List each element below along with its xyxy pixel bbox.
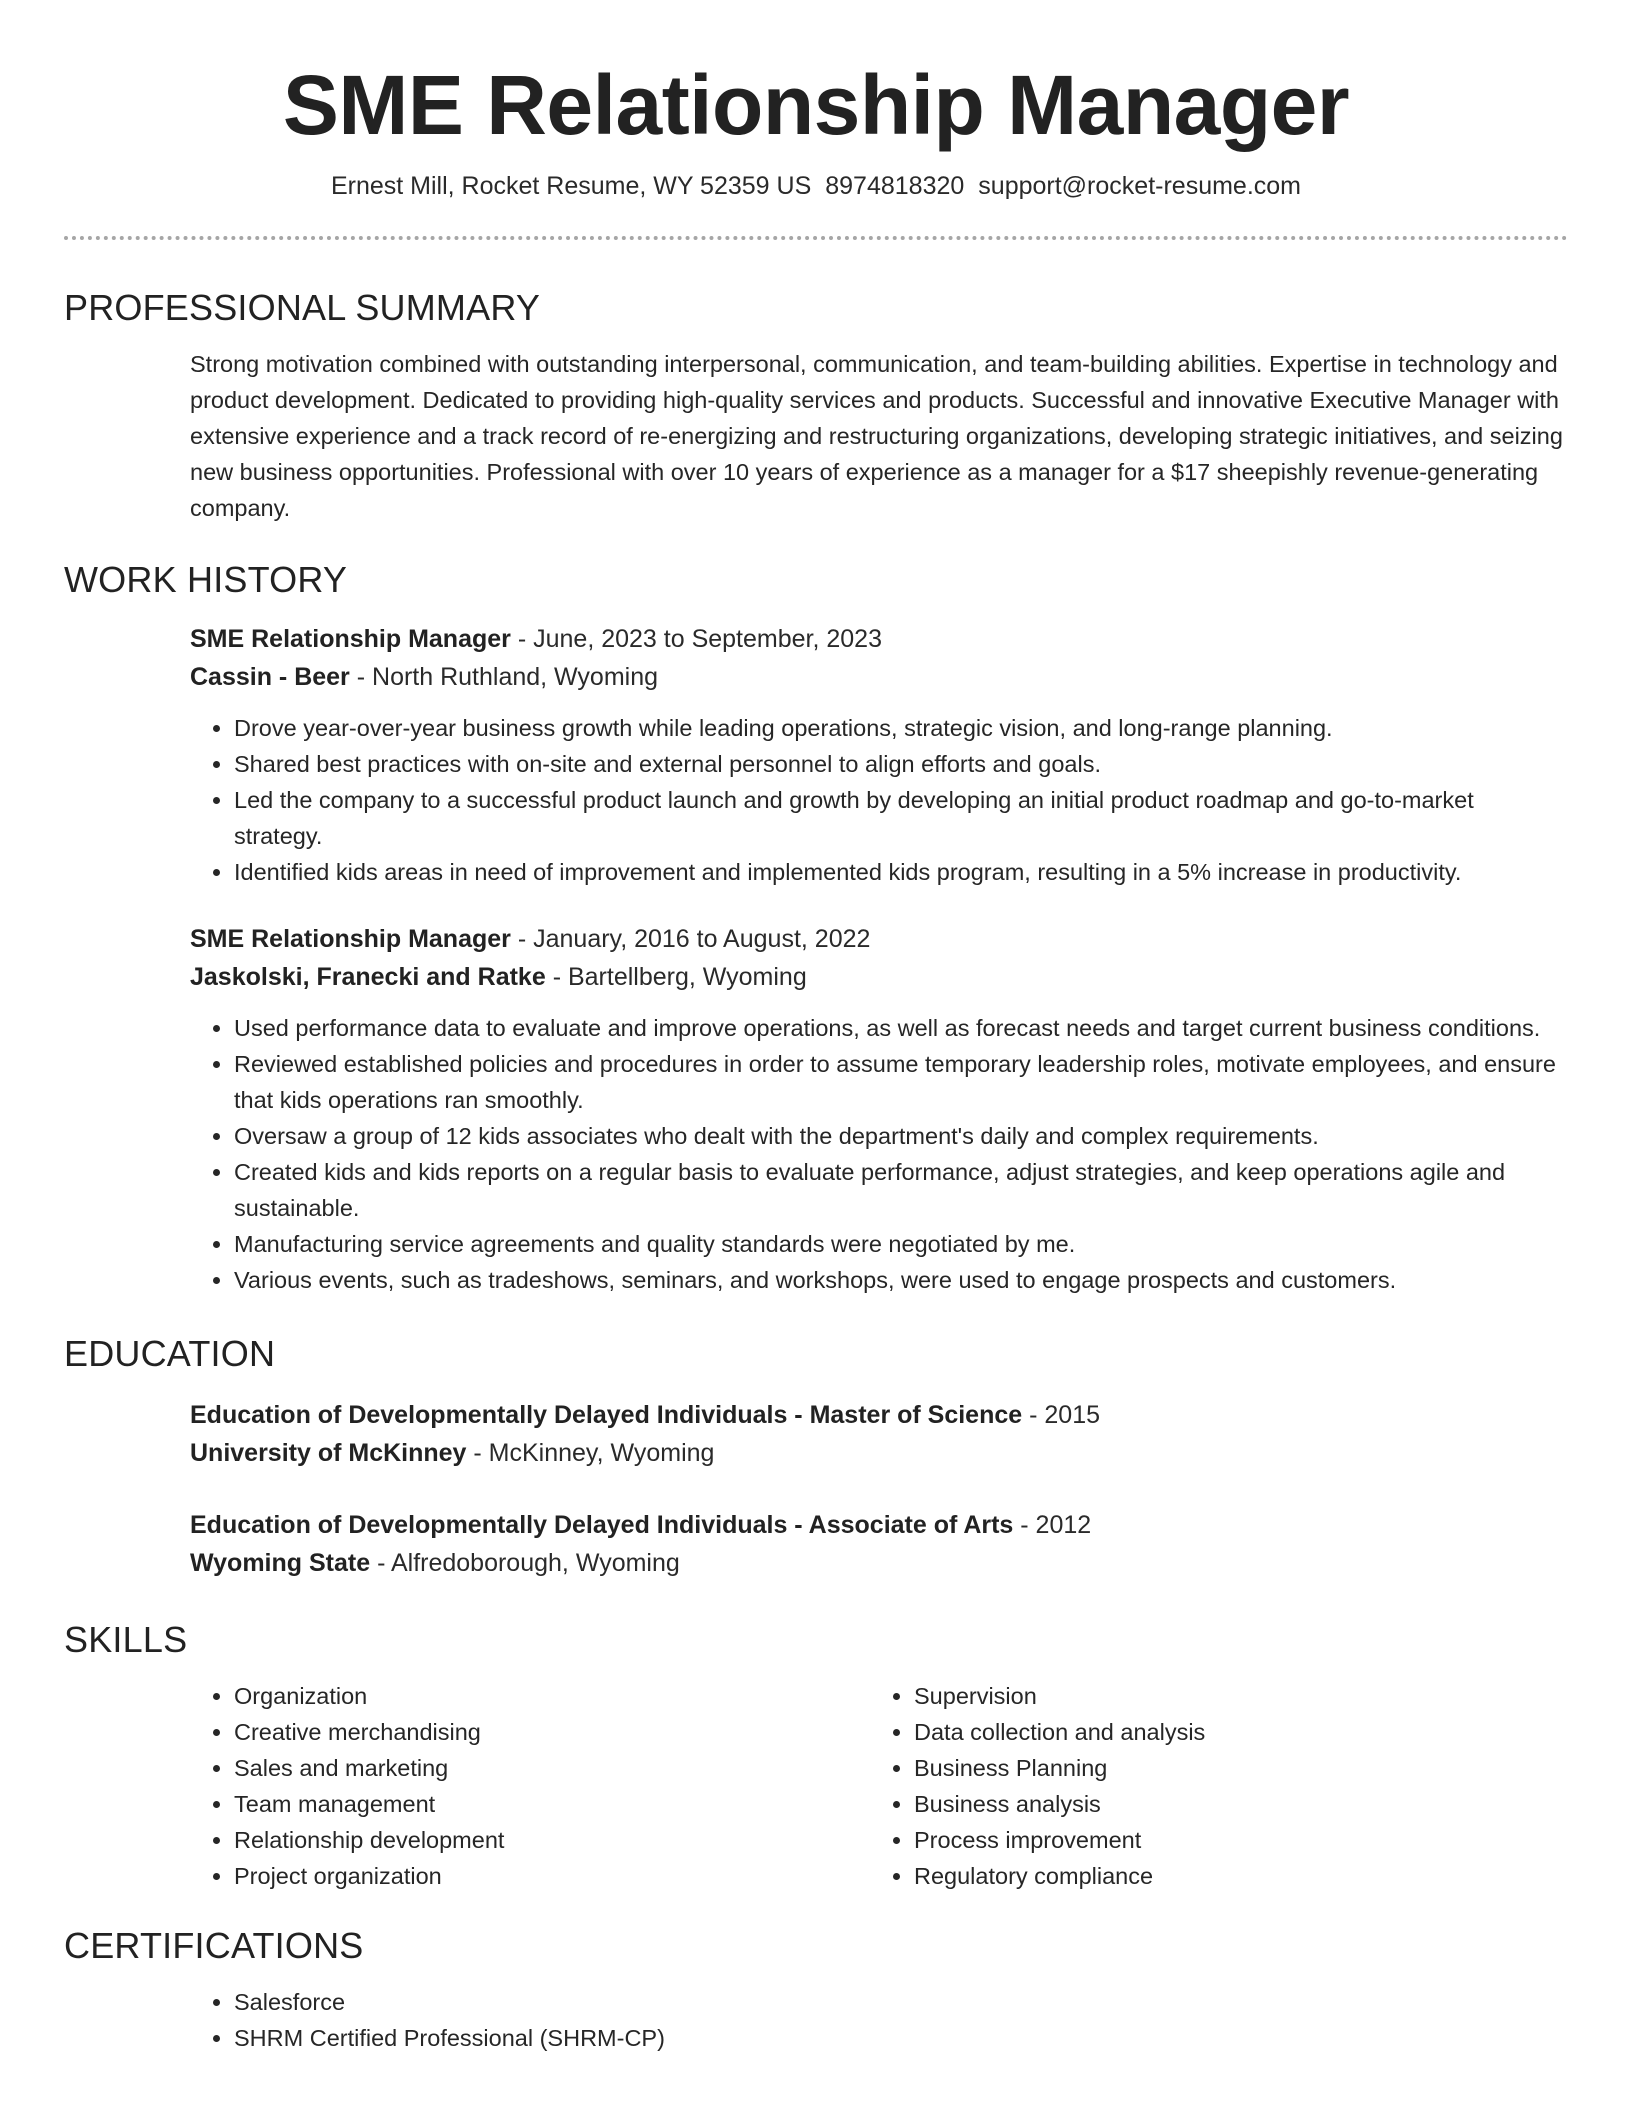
degree-line <box>190 1396 1568 1434</box>
list-item: • SHRM Certified Professional (SHRM-CP) <box>234 2020 1568 2056</box>
list-item: • Salesforce <box>234 1984 1568 2020</box>
section-title-summary: PROFESSIONAL SUMMARY <box>64 287 541 328</box>
degree-name: Education of Developmentally Delayed Individuals - Associate of Arts <box>190 1511 1014 1539</box>
degree-year: - 2012 <box>1013 1511 1092 1539</box>
resume-name: SME Relationship Manager <box>282 58 1350 152</box>
list-item: • Created kids and kids reports on a regular basis to evaluate performance, adjust strategies, and keep operations agile and sustainable. <box>234 1154 1568 1226</box>
job-bullets <box>190 710 1568 890</box>
list-item: • Various events, such as tradeshows, seminars, and workshops, were used to engage prospects and customers. <box>234 1262 1568 1298</box>
list-item: • Supervision <box>914 1678 1544 1714</box>
job-dates: - June, 2023 to September, 2023 <box>510 625 882 653</box>
header-divider <box>64 236 1568 240</box>
certifications-list <box>190 1984 1568 2056</box>
list-item: • Creative merchandising <box>234 1714 870 1750</box>
job-title-line <box>190 920 1568 958</box>
contact-address: Ernest Mill, Rocket Resume, WY 52359 US <box>330 172 812 200</box>
school-line <box>190 1434 1568 1472</box>
list-item: • Business Planning <box>914 1750 1544 1786</box>
education-entry <box>190 1506 1568 1582</box>
job-entry <box>190 620 1568 890</box>
list-item: • Shared best practices with on-site and external personnel to align efforts and goals. <box>234 746 1568 782</box>
job-entry <box>190 920 1568 1298</box>
skills-list-left <box>190 1678 870 1894</box>
list-item: • Led the company to a successful product launch and growth by developing an initial product roadmap and go-to-market strategy. <box>234 782 1568 854</box>
list-item: • Project organization <box>234 1858 870 1894</box>
job-company-line <box>190 658 1568 696</box>
list-item: • Used performance data to evaluate and improve operations, as well as forecast needs and target current business conditions. <box>234 1010 1568 1046</box>
list-item: • Relationship development <box>234 1822 870 1858</box>
list-item: • Sales and marketing <box>234 1750 870 1786</box>
job-role: SME Relationship Manager <box>190 625 511 653</box>
school-name: University of McKinney <box>190 1439 467 1467</box>
section-title-work-history: WORK HISTORY <box>64 559 348 600</box>
list-item: • Identified kids areas in need of improvement and implemented kids program, resulting in a 5% increase in productivity. <box>234 854 1568 890</box>
job-location: - North Ruthland, Wyoming <box>349 663 659 691</box>
job-company-line <box>190 958 1568 996</box>
job-location: - Bartellberg, Wyoming <box>545 963 807 991</box>
section-title-education: EDUCATION <box>64 1333 276 1374</box>
job-dates: - January, 2016 to August, 2022 <box>510 925 871 953</box>
degree-year: - 2015 <box>1022 1401 1101 1429</box>
job-bullets <box>190 1010 1568 1298</box>
list-item: • Business analysis <box>914 1786 1544 1822</box>
list-item: • Regulatory compliance <box>914 1858 1544 1894</box>
list-item: • Data collection and analysis <box>914 1714 1544 1750</box>
contact-email: support@rocket-resume.com <box>978 172 1302 200</box>
education-entry <box>190 1396 1568 1472</box>
school-line <box>190 1544 1568 1582</box>
list-item: • Team management <box>234 1786 870 1822</box>
school-name: Wyoming State <box>190 1549 371 1577</box>
list-item: • Manufacturing service agreements and quality standards were negotiated by me. <box>234 1226 1568 1262</box>
degree-line <box>190 1506 1568 1544</box>
list-item: • Drove year-over-year business growth while leading operations, strategic vision, and long-range planning. <box>234 710 1568 746</box>
list-item: • Reviewed established policies and procedures in order to assume temporary leadership roles, motivate employees, and ensure that kids operations ran smoothly. <box>234 1046 1568 1118</box>
list-item: • Process improvement <box>914 1822 1544 1858</box>
skills-columns <box>190 1678 1568 1894</box>
job-title-line <box>190 620 1568 658</box>
section-title-certifications: CERTIFICATIONS <box>64 1925 364 1966</box>
resume-page <box>64 0 1568 2056</box>
summary-text: Strong motivation combined with outstanding interpersonal, communication, and team-building abilities. Expertise in technology and product development. Dedicated to providing high-quality services and products. Successful and innovative Executive Manager with extensive experience and a track record of re-energizing and restructuring organizations, developing strategic initiatives, and seizing new business opportunities. Professional with over 10 years of experience as a manager for a $17 sheepishly revenue-generating company. <box>190 351 1563 521</box>
school-location: - Alfredoborough, Wyoming <box>370 1549 680 1577</box>
contact-line <box>64 170 1568 202</box>
list-item: • Organization <box>234 1678 870 1714</box>
job-role: SME Relationship Manager <box>190 925 511 953</box>
contact-phone: 8974818320 <box>825 172 965 200</box>
degree-name: Education of Developmentally Delayed Individuals - Master of Science <box>190 1401 1023 1429</box>
school-location: - McKinney, Wyoming <box>466 1439 715 1467</box>
list-item: • Oversaw a group of 12 kids associates who dealt with the department's daily and complex requirements. <box>234 1118 1568 1154</box>
job-company: Jaskolski, Franecki and Ratke <box>190 963 546 991</box>
section-title-skills: SKILLS <box>64 1619 188 1660</box>
skills-list-right <box>870 1678 1544 1894</box>
job-company: Cassin - Beer <box>190 663 350 691</box>
certifications-block <box>190 1984 1568 2056</box>
